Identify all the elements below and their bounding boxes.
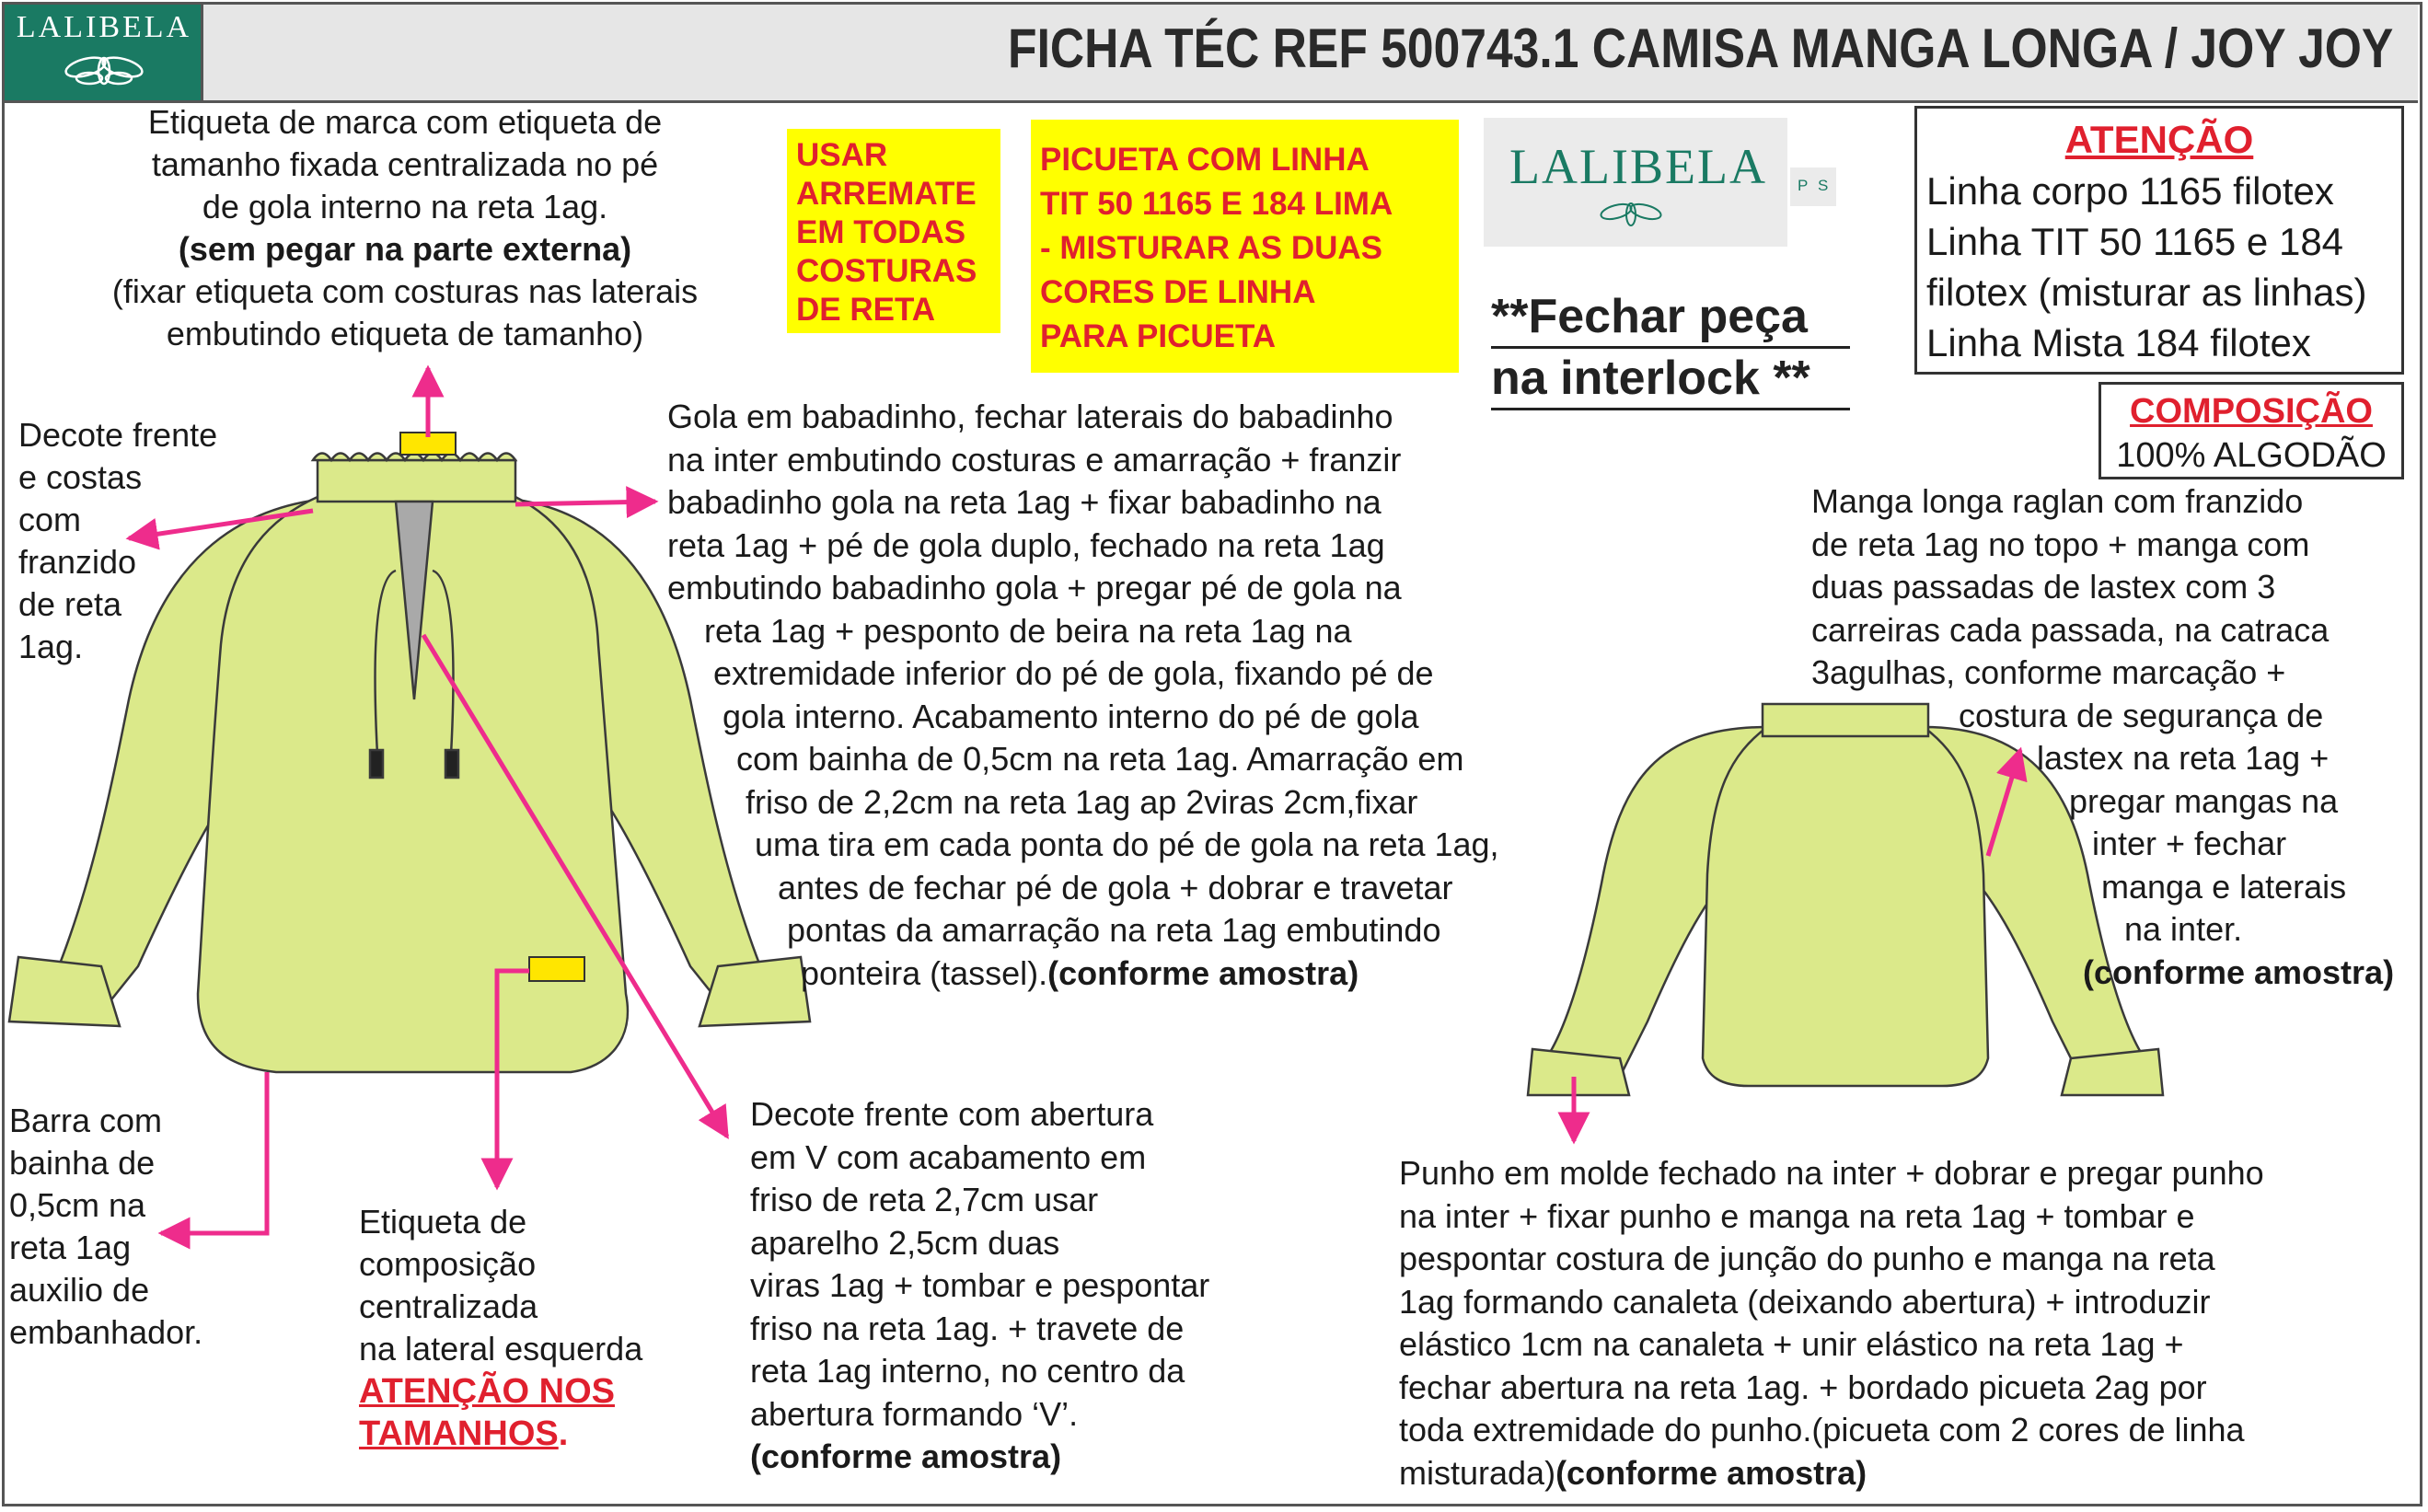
- attention-box: [1914, 106, 2404, 375]
- text-line: friso de 2,2cm na reta 1ag ap 2viras 2cm,fixar: [746, 782, 1418, 821]
- text-line: e costas: [18, 458, 143, 496]
- attention-line: Linha Mista 184 filotex: [1926, 321, 2311, 364]
- text-line: antes de fechar pé de gola + dobrar e travetar: [778, 868, 1453, 906]
- text-line: Gola em babadinho, fechar laterais do babadinho: [667, 398, 1393, 435]
- text-line: Decote frente com abertura: [750, 1095, 1154, 1133]
- text-line: em V com acabamento em: [750, 1137, 1147, 1176]
- brand-logo-secondary-word: LALIBELA: [1509, 139, 1767, 194]
- text-punho: [1399, 1152, 2264, 1495]
- attention-line: Linha corpo 1165 filotex: [1926, 169, 2334, 213]
- text-line: toda extremidade do punho.(picueta com 2 cores de linha: [1399, 1411, 2245, 1449]
- text-line: lastex na reta 1ag +: [2037, 739, 2330, 777]
- text-line: reta 1ag interno, no centro da: [750, 1352, 1185, 1390]
- bee-icon: [1484, 118, 1787, 247]
- ps-mark: [1790, 167, 1836, 206]
- text-line: aparelho 2,5cm duas: [750, 1223, 1060, 1262]
- text-line: manga e laterais: [2101, 867, 2347, 906]
- text-line: embutindo etiqueta de tamanho): [166, 315, 644, 352]
- composition-box: [2098, 382, 2404, 479]
- text-line: 1ag formando canaleta (deixando abertura) + introduzir: [1399, 1282, 2211, 1321]
- front-tassel-right: [445, 750, 458, 778]
- text-line: Decote frente: [18, 416, 218, 454]
- text-line: inter + fechar: [2092, 825, 2287, 862]
- text-warning-dot: .: [558, 1414, 569, 1453]
- text-line: embutindo babadinho gola + pregar pé de gola na: [667, 569, 1402, 606]
- text-line: babadinho gola na reta 1ag + fixar babadinho na: [667, 483, 1382, 521]
- text-line: auxilio de: [9, 1271, 150, 1309]
- text-line: de reta 1ag no topo + manga com: [1811, 525, 2310, 563]
- front-tassel-left: [370, 750, 383, 778]
- text-line: reta 1ag: [9, 1229, 132, 1266]
- text-line: franzido: [18, 543, 137, 581]
- text-line: centralizada: [359, 1287, 538, 1325]
- note-line: na interlock **: [1491, 352, 1810, 405]
- text-line: uma tira em cada ponta do pé de gola na reta 1ag,: [755, 825, 1499, 863]
- text-line: duas passadas de lastex com 3: [1811, 568, 2276, 606]
- text-gola: [667, 396, 1499, 995]
- note-line: **Fechar peça: [1491, 290, 1808, 343]
- text-line: misturada): [1399, 1453, 1556, 1492]
- text-line: na inter embutindo costuras e amarração + franzir: [667, 440, 1402, 479]
- attention-title: ATENÇÃO: [2064, 118, 2254, 161]
- text-etiqueta-marca: [55, 101, 755, 355]
- ps-mark-s: S: [1818, 177, 1829, 194]
- note-line: EM TODAS: [796, 214, 966, 250]
- note-line: PICUETA COM LINHA: [1040, 142, 1370, 178]
- text-manga: [1811, 480, 2394, 994]
- text-line: Etiqueta de: [359, 1203, 527, 1241]
- text-line: extremidade inferior do pé de gola, fixando pé de: [713, 654, 1434, 692]
- note-line: DE RETA: [796, 292, 936, 328]
- brand-logo-secondary: [1484, 118, 1787, 247]
- text-bold: (conforme amostra): [2083, 952, 2395, 991]
- sheet-title: FICHA TÉC REF 500743.1 CAMISA MANGA LONGA / JOY JOY: [1007, 17, 2393, 79]
- note-line: USAR: [796, 137, 888, 173]
- text-line: carreiras cada passada, na catraca: [1811, 610, 2330, 649]
- text-line-bold: (sem pegar na parte externa): [178, 230, 632, 268]
- attention-line: filotex (misturar as linhas): [1926, 271, 2367, 314]
- text-warning: TAMANHOS: [359, 1414, 559, 1453]
- text-line: reta 1ag + pesponto de beira na reta 1ag na: [704, 611, 1352, 650]
- text-line: abertura formando ‘V’.: [750, 1394, 1079, 1433]
- text-line: reta 1ag + pé de gola duplo, fechado na reta 1ag: [667, 525, 1385, 564]
- text-line: na lateral esquerda: [359, 1330, 643, 1368]
- composition-label-swatch: [529, 957, 584, 981]
- text-line: de reta: [18, 585, 122, 623]
- text-line: pontas da amarração na reta 1ag embutindo: [787, 911, 1441, 949]
- text-bold: (conforme amostra): [1555, 1453, 1867, 1492]
- note-line: CORES DE LINHA: [1040, 274, 1316, 310]
- text-decote-v: [750, 1093, 1209, 1479]
- text-line: 0,5cm na: [9, 1186, 146, 1224]
- composition-title: COMPOSIÇÃO: [2130, 392, 2373, 431]
- ps-mark-p: P: [1798, 177, 1809, 194]
- text-bold: (conforme amostra): [1047, 953, 1359, 992]
- text-etiqueta-comp: [359, 1201, 642, 1455]
- text-line: Barra com: [9, 1102, 163, 1139]
- text-line: friso na reta 1ag. + travete de: [750, 1309, 1185, 1347]
- text-warning: ATENÇÃO NOS: [359, 1372, 615, 1411]
- note-line: PARA PICUETA: [1040, 318, 1277, 354]
- note-picueta: [1031, 120, 1459, 373]
- text-line: ponteira (tassel).: [801, 953, 1048, 992]
- note-line: ARREMATE: [796, 176, 977, 212]
- note-usar-arremate: [787, 129, 1000, 333]
- text-line: costura de segurança de: [1959, 696, 2324, 734]
- text-barra: [9, 1100, 202, 1354]
- text-line: viras 1ag + tombar e pespontar: [750, 1266, 1210, 1304]
- text-line: pregar mangas na: [2069, 781, 2339, 820]
- arrow-gola: [515, 502, 655, 504]
- text-line: 3agulhas, conforme marcação +: [1811, 653, 2286, 691]
- text-line: fechar abertura na reta 1ag. + bordado picueta 2ag por: [1399, 1368, 2207, 1406]
- text-line: elástico 1cm na canaleta + unir elástico na reta 1ag +: [1399, 1325, 2184, 1363]
- front-collar: [318, 460, 515, 502]
- text-line: friso de reta 2,7cm usar: [750, 1181, 1099, 1218]
- text-line: gola interno. Acabamento interno do pé de gola: [723, 697, 1419, 735]
- note-line: TIT 50 1165 E 184 LIMA: [1040, 186, 1393, 222]
- text-line: na inter + fixar punho e manga na reta 1ag + tombar e: [1399, 1196, 2195, 1235]
- text-line: Punho em molde fechado na inter + dobrar e pregar punho: [1399, 1154, 2264, 1192]
- brand-logo-word: LALIBELA: [16, 10, 192, 44]
- text-line: de gola interno na reta 1ag.: [202, 188, 608, 225]
- text-line: na inter.: [2124, 910, 2243, 948]
- text-line: com: [18, 501, 82, 538]
- text-line: pespontar costura de junção do punho e manga na reta: [1399, 1240, 2215, 1277]
- composition-value: 100% ALGODÃO: [2116, 436, 2387, 475]
- text-line: bainha de: [9, 1144, 156, 1182]
- text-line: Manga longa raglan com franzido: [1811, 482, 2304, 520]
- note-fechar-peca: [1491, 287, 1850, 410]
- text-line: 1ag.: [18, 628, 84, 665]
- text-line: composição: [359, 1245, 537, 1283]
- text-line: com bainha de 0,5cm na reta 1ag. Amarração em: [736, 740, 1464, 778]
- text-line: Etiqueta de marca com etiqueta de: [147, 103, 663, 141]
- text-line: (fixar etiqueta com costuras nas laterais: [111, 272, 699, 310]
- text-bold: (conforme amostra): [750, 1437, 1062, 1475]
- note-line: - MISTURAR AS DUAS: [1040, 230, 1383, 266]
- note-line: COSTURAS: [796, 253, 977, 289]
- attention-line: Linha TIT 50 1165 e 184: [1926, 220, 2344, 263]
- text-decote-costas: [18, 414, 217, 668]
- text-line: tamanho fixada centralizada no pé: [151, 145, 659, 183]
- text-line: embanhador.: [9, 1313, 203, 1351]
